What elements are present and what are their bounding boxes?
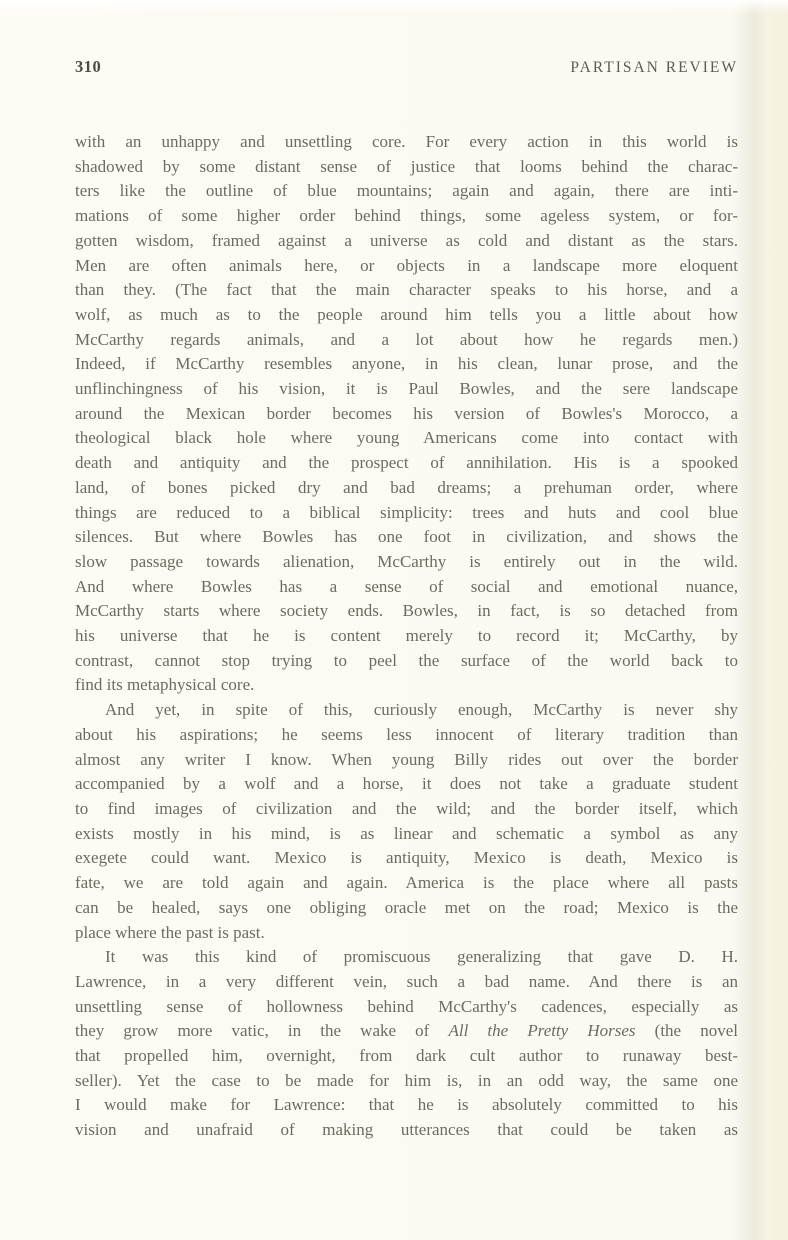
text-line: place where the past is past. <box>75 922 265 942</box>
text-line: Men are often animals here, or objects in a landscape more eloquent <box>75 255 738 275</box>
text-line: McCarthy starts where society ends. Bowles, in fact, is so detached from <box>75 601 738 621</box>
text-line: to find images of civilization and the wild; and the border itself, which <box>75 798 738 818</box>
text-line: find its metaphysical core. <box>75 675 255 695</box>
text-line: around the Mexican border becomes his version of Bowles's Morocco, a <box>75 403 738 423</box>
journal-title: PARTISAN REVIEW <box>570 59 738 76</box>
text-line: McCarthy regards animals, and a lot about how he regards men.) <box>75 329 738 349</box>
text-line: than they. (The fact that the main character speaks to his horse, and a <box>75 280 738 300</box>
text-line: his universe that he is content merely to record it; McCarthy, by <box>75 626 738 646</box>
text-line: that propelled him, overnight, from dark cult author to runaway best- <box>75 1046 738 1066</box>
text-line: theological black hole where young Americans come into contact with <box>75 428 738 448</box>
text-line: fate, we are told again and again. America is the place where all pasts <box>75 873 738 893</box>
text-line: gotten wisdom, framed against a universe as cold and distant as the stars. <box>75 230 738 250</box>
text-line: about his aspirations; he seems less innocent of literary tradition than <box>75 724 738 744</box>
text-line: mations of some higher order behind things, some ageless system, or for- <box>75 206 738 226</box>
text-line: wolf, as much as to the people around him tells you a little about how <box>75 304 738 324</box>
text-line: things are reduced to a biblical simplicity: trees and huts and cool blue <box>75 502 738 522</box>
text-line: contrast, cannot stop trying to peel the surface of the world back to <box>75 650 738 670</box>
paragraph <box>75 698 738 945</box>
page-body <box>75 130 738 1143</box>
text-line: unflinchingness of his vision, it is Paul Bowles, and the sere landscape <box>75 379 738 399</box>
text-line: vision and unafraid of making utterances that could be taken as <box>75 1120 738 1140</box>
text-line: And yet, in spite of this, curiously enough, McCarthy is never shy <box>105 700 738 720</box>
text-line: And where Bowles has a sense of social and emotional nuance, <box>75 576 738 596</box>
text-line: It was this kind of promiscuous generalizing that gave D. H. <box>105 947 738 967</box>
text-line: exists mostly in his mind, is as linear and schematic a symbol as any <box>75 823 738 843</box>
text-line: death and antiquity and the prospect of annihilation. His is a spooked <box>75 453 738 473</box>
text-line: shadowed by some distant sense of justice that looms behind the charac- <box>75 156 738 176</box>
paragraph <box>75 945 738 1143</box>
text-line: exegete could want. Mexico is antiquity, Mexico is death, Mexico is <box>75 848 738 868</box>
running-head <box>75 57 738 77</box>
text-line: accompanied by a wolf and a horse, it does not take a graduate student <box>75 774 738 794</box>
page-number: 310 <box>75 57 102 76</box>
text-line: land, of bones picked dry and bad dreams; a prehuman order, where <box>75 477 738 497</box>
text-line: silences. But where Bowles has one foot in civilization, and shows the <box>75 527 738 547</box>
text-line: can be healed, says one obliging oracle met on the road; Mexico is the <box>75 897 738 917</box>
text-line: they grow more vatic, in the wake of All the Pretty Horses (the novel <box>75 1021 738 1041</box>
text-line: with an unhappy and unsettling core. For every action in this world is <box>75 132 738 151</box>
text-line: almost any writer I know. When young Billy rides out over the border <box>75 749 738 769</box>
text-line: Lawrence, in a very different vein, such a bad name. And there is an <box>75 971 738 991</box>
text-line: I would make for Lawrence: that he is absolutely committed to his <box>75 1095 738 1115</box>
text-line: ters like the outline of blue mountains; again and again, there are inti- <box>75 181 738 201</box>
paragraph <box>75 130 738 698</box>
text-line: slow passage towards alienation, McCarthy is entirely out in the wild. <box>75 551 738 571</box>
text-line: seller). Yet the case to be made for him is, in an odd way, the same one <box>75 1070 738 1090</box>
text-line: Indeed, if McCarthy resembles anyone, in his clean, lunar prose, and the <box>75 354 738 374</box>
text-line: unsettling sense of hollowness behind McCarthy's cadences, especially as <box>75 996 738 1016</box>
